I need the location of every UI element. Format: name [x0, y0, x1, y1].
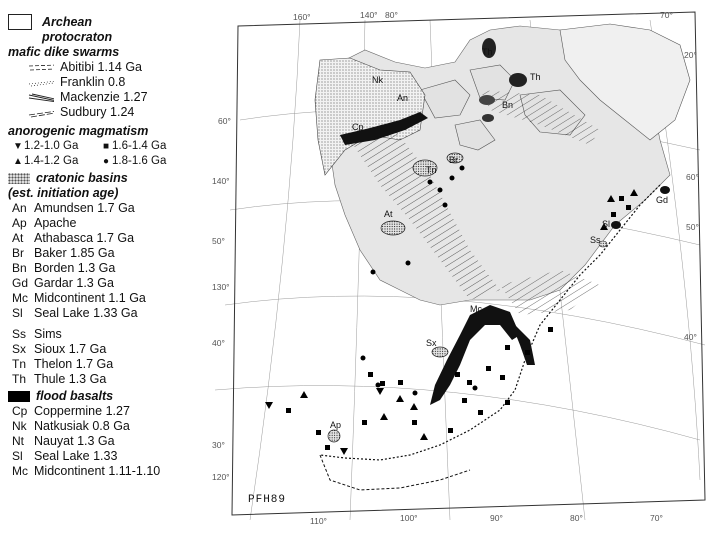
- lat-label: 120°: [212, 472, 230, 482]
- thule-basin-east: [509, 73, 527, 87]
- label-midcontinent: Mc: [470, 304, 482, 314]
- anorogenic-row-2: [8, 154, 226, 169]
- lat-label: 40°: [212, 338, 225, 348]
- dike-name: Sudbury: [60, 105, 107, 119]
- basin-item: [12, 342, 226, 357]
- lat-label: 130°: [212, 282, 230, 292]
- basin-name: Borden 1.3 Ga: [34, 261, 116, 275]
- label-gardar: Gd: [656, 195, 669, 205]
- basin-code: Br: [12, 246, 24, 260]
- lat-label: 30°: [212, 440, 225, 450]
- label-coppermine: Cp: [352, 122, 364, 132]
- lon-label: 160°: [293, 12, 311, 22]
- basalt-heading: flood basalts: [36, 389, 114, 403]
- basin-name: Baker 1.85 Ga: [34, 246, 115, 260]
- athabasca-basin: [381, 221, 405, 235]
- basin-code: Gd: [12, 276, 29, 290]
- basin-code: Ss: [12, 327, 27, 341]
- label-athabasca: At: [384, 209, 393, 219]
- basin-item: [12, 357, 226, 372]
- lat-label: 60°: [218, 116, 231, 126]
- label-sims: Ss: [590, 235, 601, 245]
- basins-heading: cratonic basins: [36, 171, 128, 185]
- lon-label: 100°: [400, 513, 418, 523]
- basalt-item: [12, 449, 226, 464]
- franklin-dike-icon: [28, 78, 54, 88]
- borden-basin: [479, 95, 495, 105]
- basalt-code: Nt: [12, 434, 24, 448]
- circle-icon: ●: [102, 156, 110, 167]
- map-legend: [8, 14, 226, 479]
- basalt-heading-row: [8, 389, 226, 404]
- dike-name: Mackenzie: [60, 90, 120, 104]
- anorogenic-age: 1.4-1.2 Ga: [24, 155, 79, 167]
- basalt-code: Cp: [12, 404, 28, 418]
- lon-label: 80°: [570, 513, 583, 523]
- basin-name: Thelon 1.7 Ga: [34, 357, 114, 371]
- lat-label: 40°: [684, 332, 697, 342]
- midcontinent-rift-east: [510, 320, 535, 365]
- dike-swarms-heading: mafic dike swarms: [8, 45, 120, 59]
- basin-item: [12, 201, 226, 216]
- basin-item: [12, 276, 226, 291]
- sioux-basin: [432, 347, 448, 357]
- basin-code: At: [12, 231, 24, 245]
- lon-label: 110°: [310, 516, 327, 526]
- dike-item-abitibi: [28, 60, 226, 75]
- anorogenic-age: 1.2-1.0 Ga: [24, 140, 79, 152]
- basin-item: [12, 327, 226, 342]
- basin-name: Midcontinent 1.1 Ga: [34, 291, 146, 305]
- basin-name: Thule 1.3 Ga: [34, 372, 107, 386]
- inverted-triangle-icon: ▼: [13, 141, 23, 152]
- basalt-list: [8, 404, 226, 479]
- author-credit: PFH89: [248, 494, 287, 506]
- basin-list: [8, 201, 226, 387]
- dike-age: 1.14 Ga: [97, 60, 143, 74]
- basin-code: Th: [12, 372, 27, 386]
- dike-name: Franklin: [60, 75, 105, 89]
- label-sioux: Sx: [426, 338, 437, 348]
- gardar-basin: [660, 186, 670, 194]
- label-apache: Ap: [330, 420, 342, 430]
- nauyat-basin: [482, 114, 494, 122]
- geologic-map: [210, 0, 720, 540]
- basin-item: [12, 291, 226, 306]
- basalt-item: [12, 404, 226, 419]
- basin-name: Sioux 1.7 Ga: [34, 342, 107, 356]
- basin-code: Tn: [12, 357, 27, 371]
- label-thule: Th: [482, 47, 493, 57]
- basin-item: [12, 372, 226, 387]
- basin-item: [12, 261, 226, 276]
- basin-code: An: [12, 201, 27, 215]
- label-baker: Br: [449, 155, 458, 165]
- basalt-swatch: [8, 391, 30, 402]
- archean-swatch: [8, 14, 32, 30]
- basin-code: Bn: [12, 261, 27, 275]
- basin-item: [12, 246, 226, 261]
- lat-label: 60°: [686, 172, 699, 182]
- basalt-item: [12, 419, 226, 434]
- basin-stipple-swatch: [8, 173, 30, 184]
- basalt-item: [12, 434, 226, 449]
- square-icon: ■: [102, 141, 110, 152]
- anorogenic-age: 1.6-1.4 Ga: [112, 140, 167, 152]
- label-thelon: Tn: [426, 165, 437, 175]
- label-natkusiak: Nk: [372, 75, 383, 85]
- archean-label-line1: Archean: [42, 14, 93, 29]
- basalt-name: Seal Lake 1.33: [34, 449, 118, 463]
- label-borden: Bn: [502, 100, 514, 110]
- basin-item: [12, 306, 226, 321]
- basin-name: Athabasca 1.7 Ga: [34, 231, 135, 245]
- basalt-name: Nauyat 1.3 Ga: [34, 434, 115, 448]
- seal-lake-basin: [611, 221, 621, 229]
- anorogenic-age: 1.8-1.6 Ga: [112, 155, 167, 167]
- dike-name: Abitibi: [60, 60, 95, 74]
- basin-code: Ap: [12, 216, 27, 230]
- anorogenic-heading: anorogenic magmatism: [8, 124, 149, 138]
- lon-label: 70°: [650, 513, 663, 523]
- basin-item: [12, 231, 226, 246]
- basalt-code: Nk: [12, 419, 27, 433]
- basin-code: Sx: [12, 342, 27, 356]
- lat-label: 50°: [686, 222, 699, 232]
- basin-name: Sims: [34, 327, 62, 341]
- label-thule: Th: [530, 72, 541, 82]
- label-seal-lake: Sl: [602, 219, 611, 229]
- dike-item-mackenzie: [28, 90, 226, 105]
- basins-subheading: (est. initiation age): [8, 186, 119, 200]
- basin-code: Mc: [12, 291, 28, 305]
- basins-heading-row: [8, 171, 226, 186]
- triangle-icon: ▲: [13, 156, 23, 167]
- basin-code: Sl: [12, 306, 23, 320]
- basin-name: Amundsen 1.7 Ga: [34, 201, 135, 215]
- basalt-name: Midcontinent 1.11-1.10: [34, 464, 161, 478]
- abitibi-dike-icon: [28, 63, 54, 73]
- basalt-name: Coppermine 1.27: [34, 404, 130, 418]
- label-amundsen: An: [397, 93, 409, 103]
- legend-archean: [8, 14, 226, 30]
- dike-swarm-list: [8, 60, 226, 120]
- dike-item-sudbury: [28, 105, 226, 120]
- dike-age: 1.27: [123, 90, 148, 104]
- dike-age: 1.24: [110, 105, 135, 119]
- archean-label-line2: protocraton: [42, 30, 113, 44]
- apache-basin: [328, 430, 340, 442]
- lat-label: 20°: [684, 50, 697, 60]
- basin-name: Gardar 1.3 Ga: [34, 276, 114, 290]
- lon-label: 90°: [490, 513, 503, 523]
- lon-label: 140°: [360, 10, 378, 20]
- anorogenic-row-1: [8, 139, 226, 154]
- dike-age: 0.8: [107, 75, 126, 89]
- mackenzie-dike-icon: [28, 93, 54, 103]
- basin-name: Seal Lake 1.33 Ga: [34, 306, 138, 320]
- lon-label: 70°: [660, 10, 673, 20]
- basalt-name: Natkusiak 0.8 Ga: [34, 419, 130, 433]
- map-panel: [210, 0, 720, 540]
- lon-label: 80°: [385, 10, 398, 20]
- sudbury-dike-icon: [28, 108, 54, 118]
- basin-item: [12, 216, 226, 231]
- lat-label: 50°: [212, 236, 225, 246]
- basalt-item: [12, 464, 226, 479]
- basalt-code: Sl: [12, 449, 23, 463]
- dike-item-franklin: [28, 75, 226, 90]
- basalt-code: Mc: [12, 464, 28, 478]
- basin-name: Apache: [34, 216, 77, 230]
- lat-label: 140°: [212, 176, 230, 186]
